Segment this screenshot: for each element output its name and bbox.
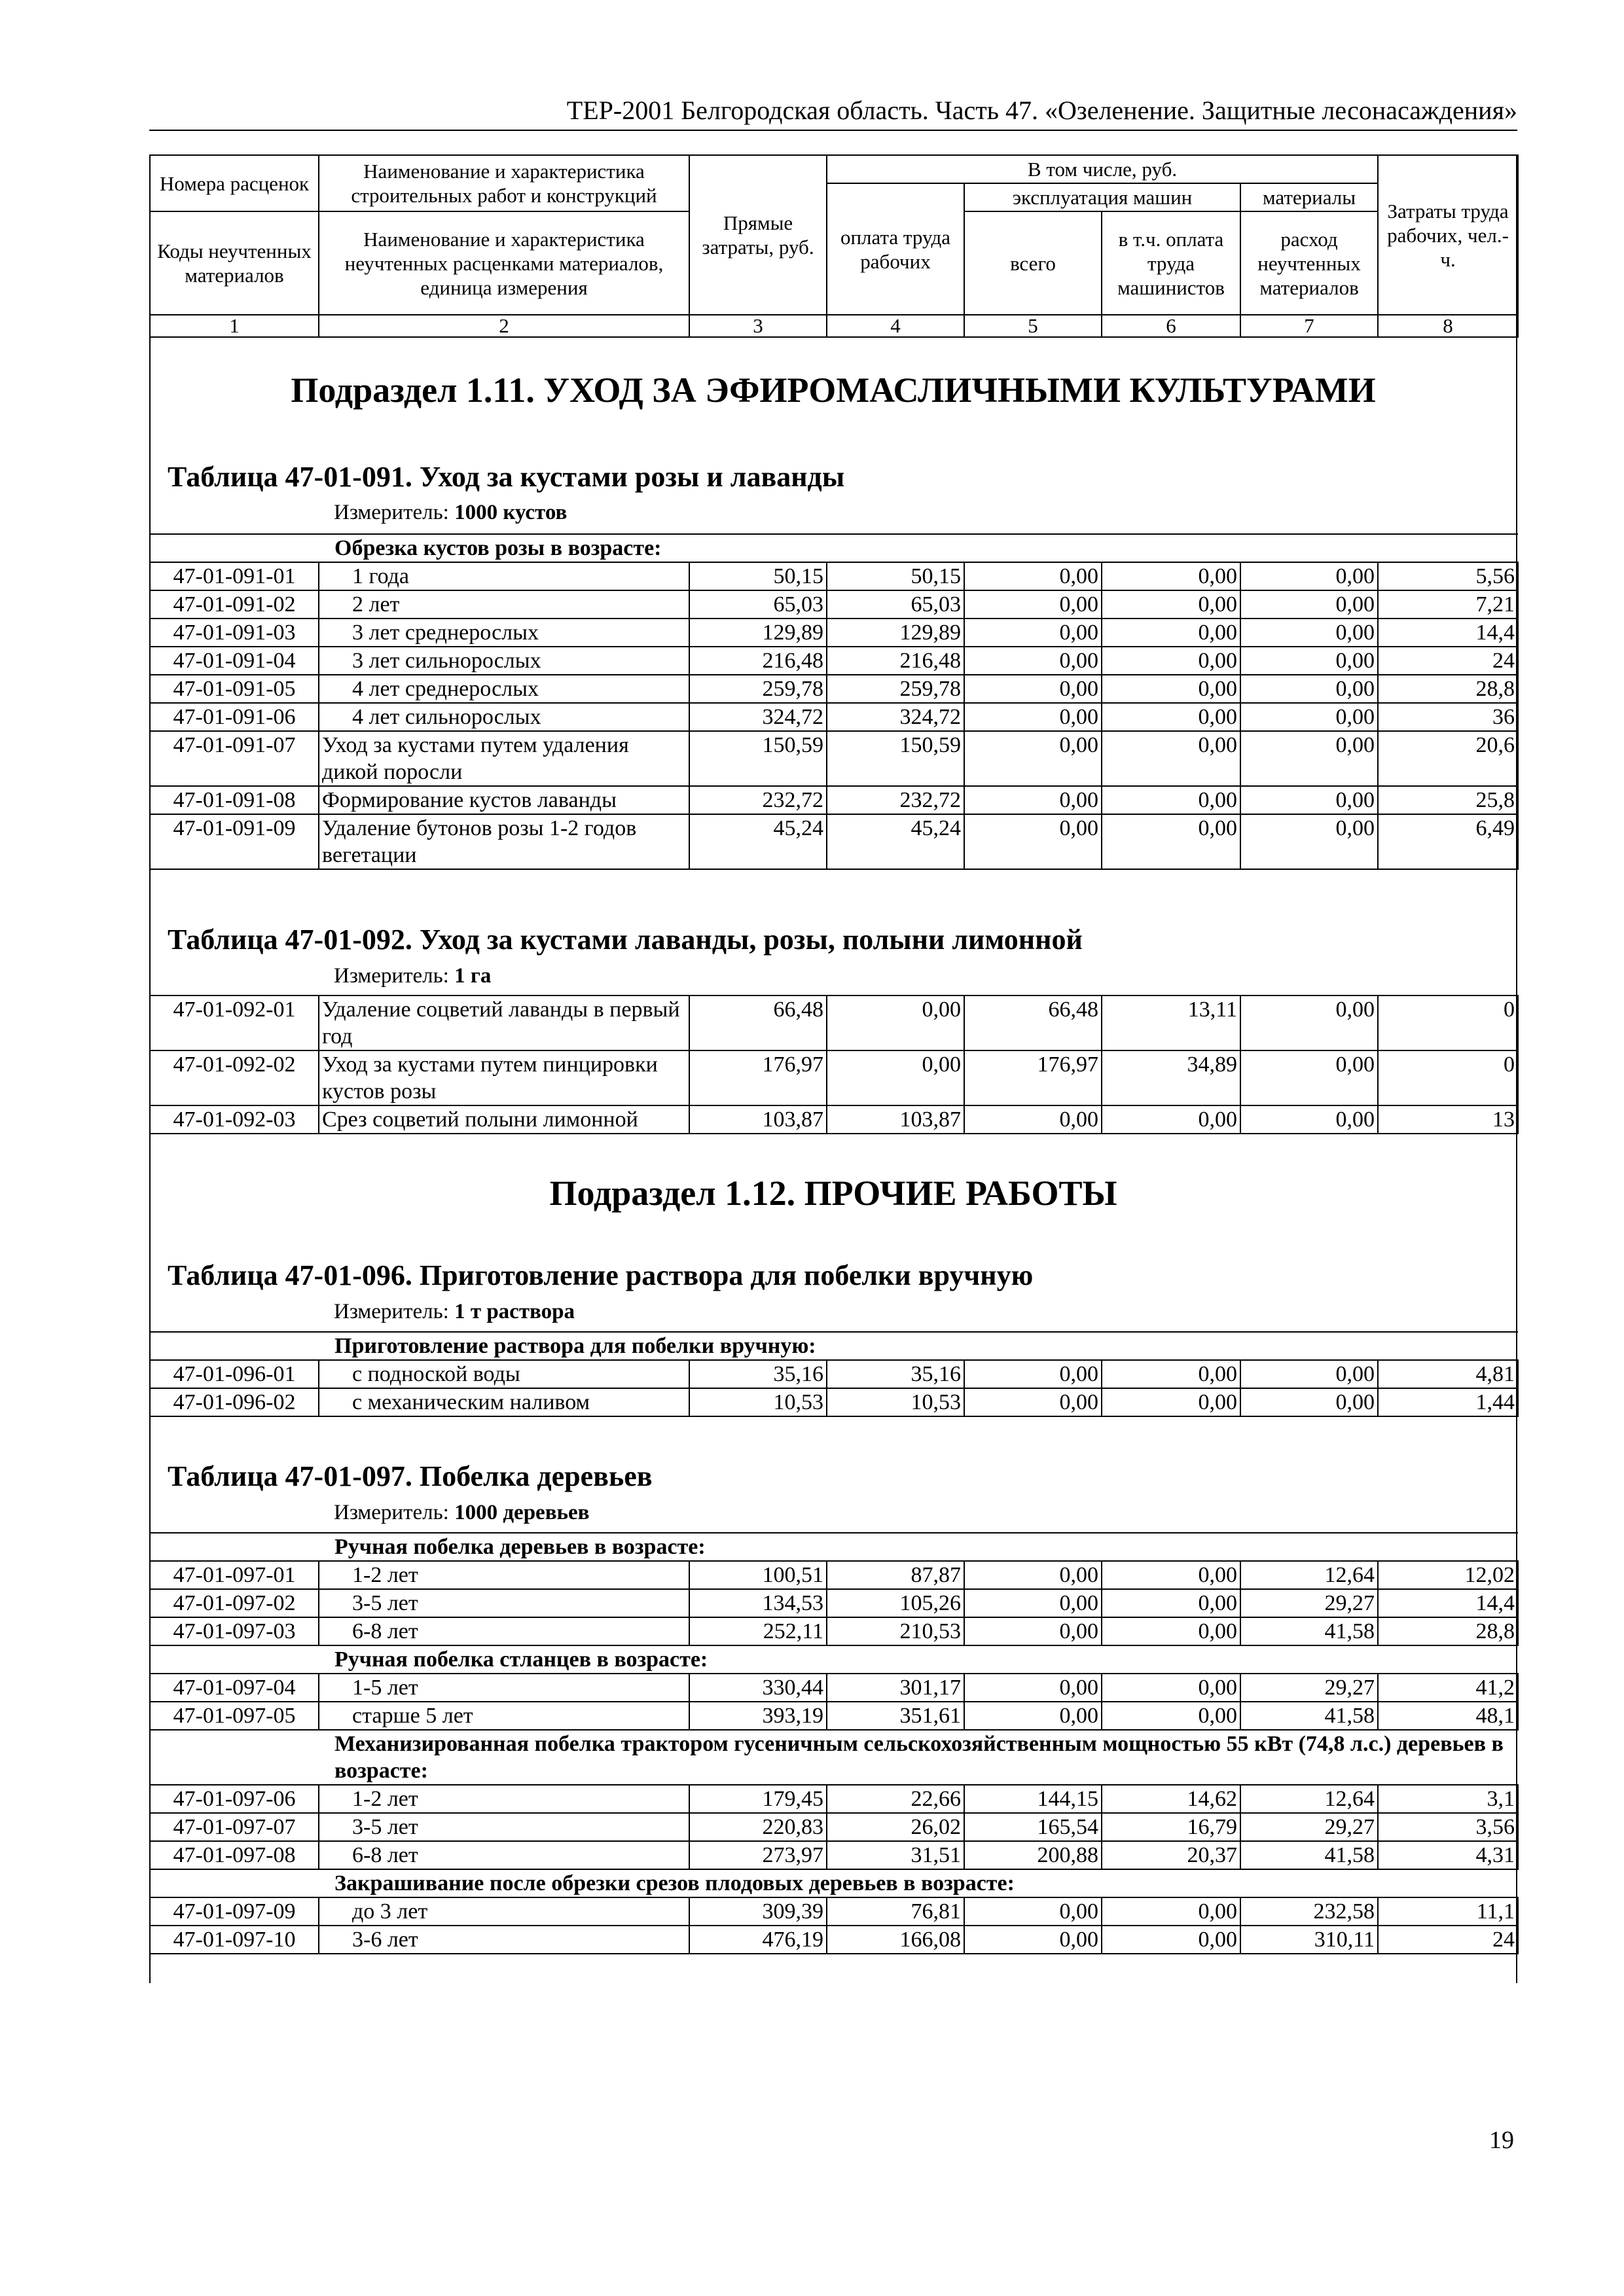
direct-costs: 100,51 (689, 1561, 827, 1589)
materials: 0,00 (1240, 590, 1378, 619)
group-label: Приготовление раствора для побелки вручную: (150, 1332, 1518, 1360)
worker-pay: 259,78 (827, 675, 964, 703)
worker-pay: 166,08 (827, 1926, 964, 1954)
direct-costs: 179,45 (689, 1785, 827, 1813)
materials: 232,58 (1240, 1897, 1378, 1926)
labor-costs: 24 (1378, 647, 1518, 675)
group-header-row (150, 1332, 1518, 1360)
worker-pay: 351,61 (827, 1702, 964, 1730)
materials: 0,00 (1240, 703, 1378, 731)
direct-costs: 45,24 (689, 814, 827, 869)
direct-costs: 10,53 (689, 1388, 827, 1416)
work-name: Срез соцветий полыни лимонной (319, 1105, 689, 1134)
machinist-pay: 0,00 (1102, 1105, 1240, 1134)
machines-total: 200,88 (964, 1841, 1102, 1869)
group-header-row (150, 534, 1518, 562)
table-title: Таблица 47-01-092. Уход за кустами лаванды, розы, полыни лимонной (168, 924, 1083, 956)
table-row (150, 1360, 1518, 1388)
labor-costs: 11,1 (1378, 1897, 1518, 1926)
machines-total: 0,00 (964, 1105, 1102, 1134)
work-name: 3-6 лет (319, 1926, 689, 1954)
labor-costs: 28,8 (1378, 675, 1518, 703)
col-labor: Затраты труда рабочих, чел.-ч. (1378, 155, 1518, 315)
table-row (150, 1926, 1518, 1954)
group-header-row (150, 1645, 1518, 1674)
direct-costs: 324,72 (689, 703, 827, 731)
rate-code: 47-01-091-07 (150, 731, 319, 786)
col-number: 8 (1378, 315, 1518, 337)
rate-code: 47-01-097-02 (150, 1589, 319, 1617)
rate-code: 47-01-091-03 (150, 619, 319, 647)
machines-total: 0,00 (964, 1360, 1102, 1388)
measure-value: 1 т раствора (454, 1300, 575, 1323)
col-number: 7 (1240, 315, 1378, 337)
worker-pay: 324,72 (827, 703, 964, 731)
machinist-pay: 16,79 (1102, 1813, 1240, 1841)
direct-costs: 103,87 (689, 1105, 827, 1134)
materials: 12,64 (1240, 1561, 1378, 1589)
machines-total: 0,00 (964, 1589, 1102, 1617)
col-number: 3 (689, 315, 827, 337)
table-row (150, 1617, 1518, 1645)
direct-costs: 176,97 (689, 1050, 827, 1105)
machinist-pay: 13,11 (1102, 996, 1240, 1050)
measure-label: Измеритель: (334, 501, 449, 524)
materials: 29,27 (1240, 1813, 1378, 1841)
machinist-pay: 0,00 (1102, 1589, 1240, 1617)
labor-costs: 1,44 (1378, 1388, 1518, 1416)
rate-code: 47-01-091-01 (150, 562, 319, 590)
materials: 0,00 (1240, 619, 1378, 647)
rate-code: 47-01-091-04 (150, 647, 319, 675)
machinist-pay: 0,00 (1102, 786, 1240, 814)
work-name: 6-8 лет (319, 1617, 689, 1645)
machinist-pay: 0,00 (1102, 619, 1240, 647)
machines-total: 0,00 (964, 1561, 1102, 1589)
col-incl: В том числе, руб. (827, 155, 1378, 183)
rate-code: 47-01-091-02 (150, 590, 319, 619)
table-row (150, 731, 1518, 786)
rate-code: 47-01-097-05 (150, 1702, 319, 1730)
direct-costs: 35,16 (689, 1360, 827, 1388)
table-row (150, 1105, 1518, 1134)
work-name: Удаление соцветий лаванды в первый год (319, 996, 689, 1050)
table-row (150, 814, 1518, 869)
rate-code: 47-01-091-05 (150, 675, 319, 703)
rates-table-091 (149, 533, 1519, 870)
direct-costs: 393,19 (689, 1702, 827, 1730)
work-name: 3 лет сильнорослых (319, 647, 689, 675)
direct-costs: 330,44 (689, 1674, 827, 1702)
rates-table-092 (149, 995, 1519, 1134)
machines-total: 0,00 (964, 1388, 1102, 1416)
worker-pay: 22,66 (827, 1785, 964, 1813)
machinist-pay: 0,00 (1102, 647, 1240, 675)
machines-total: 66,48 (964, 996, 1102, 1050)
machines-total: 0,00 (964, 675, 1102, 703)
work-name: 6-8 лет (319, 1841, 689, 1869)
table-measure (334, 964, 491, 988)
work-name: 1-5 лет (319, 1674, 689, 1702)
machinist-pay: 20,37 (1102, 1841, 1240, 1869)
table-measure (334, 501, 567, 525)
rate-code: 47-01-097-10 (150, 1926, 319, 1954)
machines-total: 0,00 (964, 731, 1102, 786)
group-header-row (150, 1533, 1518, 1561)
labor-costs: 14,4 (1378, 1589, 1518, 1617)
work-name: 3-5 лет (319, 1589, 689, 1617)
work-name: старше 5 лет (319, 1702, 689, 1730)
rate-code: 47-01-092-02 (150, 1050, 319, 1105)
labor-costs: 13 (1378, 1105, 1518, 1134)
col-total: всего (964, 211, 1102, 315)
work-name: 2 лет (319, 590, 689, 619)
work-name: Уход за кустами путем пинцировки кустов розы (319, 1050, 689, 1105)
measure-value: 1000 деревьев (454, 1501, 590, 1524)
table-row (150, 675, 1518, 703)
worker-pay: 76,81 (827, 1897, 964, 1926)
materials: 0,00 (1240, 814, 1378, 869)
worker-pay: 301,17 (827, 1674, 964, 1702)
labor-costs: 0 (1378, 1050, 1518, 1105)
machinist-pay: 34,89 (1102, 1050, 1240, 1105)
machinist-pay: 0,00 (1102, 814, 1240, 869)
rate-code: 47-01-092-01 (150, 996, 319, 1050)
machines-total: 0,00 (964, 1897, 1102, 1926)
col-number: 1 (150, 315, 319, 337)
machines-total: 144,15 (964, 1785, 1102, 1813)
table-row (150, 1841, 1518, 1869)
labor-costs: 48,1 (1378, 1702, 1518, 1730)
machinist-pay: 0,00 (1102, 562, 1240, 590)
rate-code: 47-01-097-01 (150, 1561, 319, 1589)
page-number: 19 (1489, 2126, 1514, 2154)
column-header-table (149, 154, 1519, 338)
worker-pay: 0,00 (827, 1050, 964, 1105)
worker-pay: 65,03 (827, 590, 964, 619)
materials: 0,00 (1240, 675, 1378, 703)
labor-costs: 0 (1378, 996, 1518, 1050)
rates-table-097 (149, 1532, 1519, 1954)
labor-costs: 24 (1378, 1926, 1518, 1954)
machinist-pay: 0,00 (1102, 675, 1240, 703)
work-name: 3-5 лет (319, 1813, 689, 1841)
machinist-pay: 14,62 (1102, 1785, 1240, 1813)
rate-code: 47-01-091-06 (150, 703, 319, 731)
measure-value: 1000 кустов (454, 501, 568, 524)
worker-pay: 216,48 (827, 647, 964, 675)
labor-costs: 5,56 (1378, 562, 1518, 590)
labor-costs: 4,81 (1378, 1360, 1518, 1388)
rate-code: 47-01-096-02 (150, 1388, 319, 1416)
col-number: 6 (1102, 315, 1240, 337)
materials: 0,00 (1240, 1360, 1378, 1388)
direct-costs: 220,83 (689, 1813, 827, 1841)
labor-costs: 7,21 (1378, 590, 1518, 619)
worker-pay: 31,51 (827, 1841, 964, 1869)
machinist-pay: 0,00 (1102, 1617, 1240, 1645)
work-name: с механическим наливом (319, 1388, 689, 1416)
col-number: 5 (964, 315, 1102, 337)
machinist-pay: 0,00 (1102, 1926, 1240, 1954)
work-name: 3 лет среднерослых (319, 619, 689, 647)
col-name: Наименование и характеристика строительных работ и конструкций (319, 155, 689, 211)
work-name: с подноской воды (319, 1360, 689, 1388)
direct-costs: 129,89 (689, 619, 827, 647)
group-label: Обрезка кустов розы в возрасте: (150, 534, 1518, 562)
table-measure (334, 1300, 575, 1324)
col-number: 2 (319, 315, 689, 337)
machinist-pay: 0,00 (1102, 731, 1240, 786)
direct-costs: 252,11 (689, 1617, 827, 1645)
materials: 310,11 (1240, 1926, 1378, 1954)
machines-total: 0,00 (964, 814, 1102, 869)
group-label: Ручная побелка деревьев в возрасте: (150, 1533, 1518, 1561)
direct-costs: 50,15 (689, 562, 827, 590)
materials: 41,58 (1240, 1702, 1378, 1730)
subsection-title: Подраздел 1.12. ПРОЧИЕ РАБОТЫ (549, 1174, 1117, 1213)
machinist-pay: 0,00 (1102, 1702, 1240, 1730)
group-header-row (150, 1869, 1518, 1897)
machines-total: 165,54 (964, 1813, 1102, 1841)
machines-total: 0,00 (964, 703, 1102, 731)
group-label: Ручная побелка стланцев в возрасте: (150, 1645, 1518, 1674)
worker-pay: 210,53 (827, 1617, 964, 1645)
machines-total: 0,00 (964, 1702, 1102, 1730)
col-nums: Номера расценок (150, 155, 319, 211)
rate-code: 47-01-097-04 (150, 1674, 319, 1702)
machines-total: 0,00 (964, 562, 1102, 590)
machines-total: 0,00 (964, 619, 1102, 647)
work-name: Формирование кустов лаванды (319, 786, 689, 814)
rate-code: 47-01-097-09 (150, 1897, 319, 1926)
work-name: 4 лет сильнорослых (319, 703, 689, 731)
machines-total: 0,00 (964, 590, 1102, 619)
machinist-pay: 0,00 (1102, 1674, 1240, 1702)
table-title: Таблица 47-01-097. Побелка деревьев (168, 1460, 653, 1492)
materials: 0,00 (1240, 562, 1378, 590)
labor-costs: 12,02 (1378, 1561, 1518, 1589)
materials: 0,00 (1240, 1388, 1378, 1416)
worker-pay: 105,26 (827, 1589, 964, 1617)
machinist-pay: 0,00 (1102, 1360, 1240, 1388)
col-machinists: в т.ч. оплата труда машинистов (1102, 211, 1240, 315)
labor-costs: 3,1 (1378, 1785, 1518, 1813)
rate-code: 47-01-096-01 (150, 1360, 319, 1388)
machines-total: 176,97 (964, 1050, 1102, 1105)
labor-costs: 4,31 (1378, 1841, 1518, 1869)
table-title: Таблица 47-01-096. Приготовление раствора для побелки вручную (168, 1259, 1034, 1291)
machines-total: 0,00 (964, 1926, 1102, 1954)
table-row (150, 1785, 1518, 1813)
page-header: ТЕР-2001 Белгородская область. Часть 47. «Озеленение. Защитные лесонасаждения» (149, 92, 1517, 131)
materials: 0,00 (1240, 1105, 1378, 1134)
table-row (150, 590, 1518, 619)
table-row (150, 703, 1518, 731)
rates-table-096 (149, 1331, 1519, 1417)
work-name: 1 года (319, 562, 689, 590)
measure-label: Измеритель: (334, 1501, 449, 1524)
direct-costs: 216,48 (689, 647, 827, 675)
labor-costs: 6,49 (1378, 814, 1518, 869)
rate-code: 47-01-097-06 (150, 1785, 319, 1813)
direct-costs: 150,59 (689, 731, 827, 786)
group-label: Механизированная побелка трактором гусеничным сельскохозяйственным мощностью 55 кВт (74,8 л.с.) деревьев в возрасте: (150, 1730, 1518, 1785)
col-direct: Прямые затраты, руб. (689, 155, 827, 315)
materials: 12,64 (1240, 1785, 1378, 1813)
materials: 0,00 (1240, 1050, 1378, 1105)
subsection-title: Подраздел 1.11. УХОД ЗА ЭФИРОМАСЛИЧНЫМИ КУЛЬТУРАМИ (291, 370, 1376, 410)
table-row (150, 1897, 1518, 1926)
group-label: Закрашивание после обрезки срезов плодовых деревьев в возрасте: (150, 1869, 1518, 1897)
col-unaccounted: расход неучтенных материалов (1240, 211, 1378, 315)
table-title: Таблица 47-01-091. Уход за кустами розы и лаванды (168, 461, 845, 493)
labor-costs: 28,8 (1378, 1617, 1518, 1645)
col-pay: оплата труда рабочих (827, 183, 964, 315)
work-name: 1-2 лет (319, 1561, 689, 1589)
col-materials: материалы (1240, 183, 1378, 211)
rate-code: 47-01-097-08 (150, 1841, 319, 1869)
machines-total: 0,00 (964, 647, 1102, 675)
worker-pay: 103,87 (827, 1105, 964, 1134)
table-row (150, 1561, 1518, 1589)
worker-pay: 50,15 (827, 562, 964, 590)
labor-costs: 36 (1378, 703, 1518, 731)
materials: 29,27 (1240, 1674, 1378, 1702)
group-header-row (150, 1730, 1518, 1785)
machinist-pay: 0,00 (1102, 1388, 1240, 1416)
work-name: Удаление бутонов розы 1-2 годов вегетации (319, 814, 689, 869)
materials: 0,00 (1240, 731, 1378, 786)
table-measure (334, 1501, 589, 1525)
rate-code: 47-01-097-03 (150, 1617, 319, 1645)
measure-value: 1 га (454, 964, 492, 988)
col-machines: эксплуатация машин (964, 183, 1240, 211)
worker-pay: 0,00 (827, 996, 964, 1050)
table-row (150, 1388, 1518, 1416)
labor-costs: 3,56 (1378, 1813, 1518, 1841)
materials: 0,00 (1240, 786, 1378, 814)
table-row (150, 562, 1518, 590)
work-name: до 3 лет (319, 1897, 689, 1926)
materials: 0,00 (1240, 647, 1378, 675)
worker-pay: 129,89 (827, 619, 964, 647)
direct-costs: 259,78 (689, 675, 827, 703)
worker-pay: 232,72 (827, 786, 964, 814)
direct-costs: 232,72 (689, 786, 827, 814)
rate-code: 47-01-092-03 (150, 1105, 319, 1134)
machines-total: 0,00 (964, 786, 1102, 814)
table-row (150, 619, 1518, 647)
machines-total: 0,00 (964, 1674, 1102, 1702)
direct-costs: 134,53 (689, 1589, 827, 1617)
table-row (150, 996, 1518, 1050)
direct-costs: 66,48 (689, 996, 827, 1050)
machinist-pay: 0,00 (1102, 1897, 1240, 1926)
materials: 41,58 (1240, 1617, 1378, 1645)
work-name: Уход за кустами путем удаления дикой поросли (319, 731, 689, 786)
worker-pay: 35,16 (827, 1360, 964, 1388)
table-row (150, 1050, 1518, 1105)
worker-pay: 87,87 (827, 1561, 964, 1589)
work-name: 4 лет среднерослых (319, 675, 689, 703)
work-name: 1-2 лет (319, 1785, 689, 1813)
labor-costs: 25,8 (1378, 786, 1518, 814)
col-number: 4 (827, 315, 964, 337)
labor-costs: 41,2 (1378, 1674, 1518, 1702)
table-row (150, 786, 1518, 814)
machinist-pay: 0,00 (1102, 703, 1240, 731)
table-row (150, 647, 1518, 675)
rate-code: 47-01-091-08 (150, 786, 319, 814)
rate-code: 47-01-091-09 (150, 814, 319, 869)
direct-costs: 476,19 (689, 1926, 827, 1954)
direct-costs: 309,39 (689, 1897, 827, 1926)
materials: 41,58 (1240, 1841, 1378, 1869)
materials: 29,27 (1240, 1589, 1378, 1617)
machinist-pay: 0,00 (1102, 1561, 1240, 1589)
measure-label: Измеритель: (334, 964, 449, 988)
table-row (150, 1589, 1518, 1617)
labor-costs: 14,4 (1378, 619, 1518, 647)
col-codes: Коды неучтенных материалов (150, 211, 319, 315)
machines-total: 0,00 (964, 1617, 1102, 1645)
machinist-pay: 0,00 (1102, 590, 1240, 619)
worker-pay: 26,02 (827, 1813, 964, 1841)
rate-code: 47-01-097-07 (150, 1813, 319, 1841)
measure-label: Измеритель: (334, 1300, 449, 1323)
materials: 0,00 (1240, 996, 1378, 1050)
table-row (150, 1702, 1518, 1730)
worker-pay: 10,53 (827, 1388, 964, 1416)
worker-pay: 150,59 (827, 731, 964, 786)
direct-costs: 65,03 (689, 590, 827, 619)
table-row (150, 1813, 1518, 1841)
table-row (150, 1674, 1518, 1702)
labor-costs: 20,6 (1378, 731, 1518, 786)
direct-costs: 273,97 (689, 1841, 827, 1869)
worker-pay: 45,24 (827, 814, 964, 869)
col-name2: Наименование и характеристика неучтенных расценками материалов, единица измерения (319, 211, 689, 315)
